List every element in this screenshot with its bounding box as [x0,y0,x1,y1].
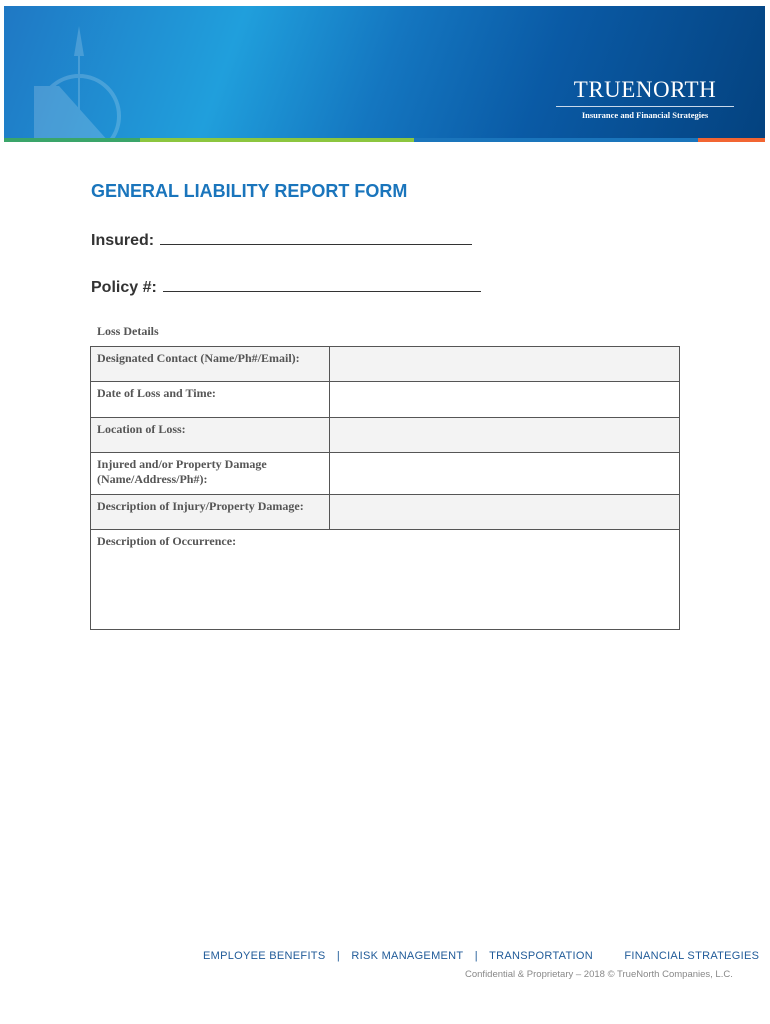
footer-link-risk-management[interactable]: RISK MANAGEMENT [351,950,464,962]
policy-label: Policy #: [91,279,157,296]
compass-watermark-icon [14,26,144,142]
copyright: Confidential & Proprietary – 2018 © TrueNorth Companies, L.C. [465,969,733,980]
policy-field[interactable] [91,278,481,297]
policy-input-line[interactable] [163,278,481,292]
location-input[interactable] [330,418,680,453]
occurrence-input[interactable] [91,530,680,630]
page-title: GENERAL LIABILITY REPORT FORM [91,181,408,201]
table-row [91,418,680,453]
row-label: Description of Injury/Property Damage: [91,495,330,530]
injured-input[interactable] [330,453,680,495]
footer-link-financial-strategies[interactable]: FINANCIAL STRATEGIES [624,950,760,962]
footer-link-transportation[interactable]: TRANSPORTATION [489,950,593,962]
table-row [91,453,680,495]
insured-label: Insured: [91,232,155,249]
table-row [91,382,680,418]
footer-separator: | [474,950,478,962]
stripe-blue [414,138,698,142]
row-label: Date of Loss and Time: [91,382,330,418]
stripe-green [4,138,140,142]
table-row [91,347,680,382]
insured-field[interactable] [91,231,472,250]
table-row [91,530,680,630]
table-row [91,495,680,530]
occurrence-label: Description of Occurrence: [97,534,237,548]
date-of-loss-input[interactable] [330,382,680,418]
loss-details-table [90,346,680,630]
designated-contact-input[interactable] [330,347,680,382]
footer-link-employee-benefits[interactable]: EMPLOYEE BENEFITS [203,950,326,962]
row-label: Location of Loss: [91,418,330,453]
insured-input-line[interactable] [160,231,472,245]
footer-nav [203,950,767,962]
footer-separator: | [336,950,340,962]
section-label: Loss Details [97,324,159,338]
header-banner [4,6,765,142]
truenorth-logo: TRUENORTH Insurance and Financial Strategies [556,76,734,120]
stripe-orange [698,138,765,142]
injury-description-input[interactable] [330,495,680,530]
row-label: Designated Contact (Name/Ph#/Email): [91,347,330,382]
color-stripes [4,138,765,142]
row-label: Injured and/or Property Damage (Name/Address/Ph#): [91,453,330,495]
stripe-lime [140,138,414,142]
